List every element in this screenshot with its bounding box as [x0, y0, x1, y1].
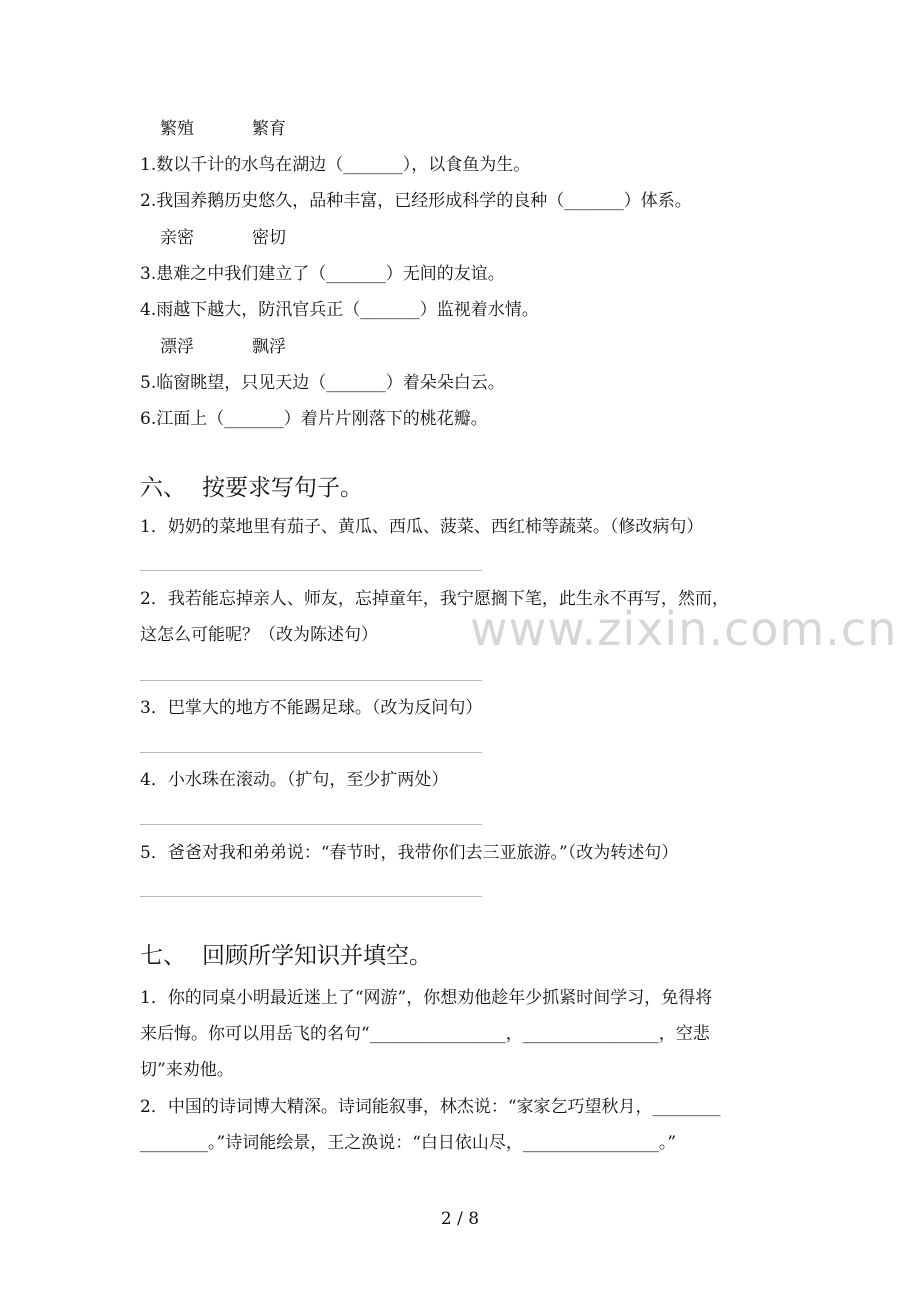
section-6-number: 六、 — [140, 475, 186, 501]
word-choice-fanyu: 繁育 — [252, 119, 286, 139]
word-choice-qinmi: 亲密 — [160, 228, 194, 248]
review-question-2-line1: 2．中国的诗词博大精深。诗词能叙事，林杰说：“家家乞巧望秋月，________ — [140, 1097, 721, 1117]
section-6-heading — [140, 474, 363, 502]
review-question-1-line1: 1．你的同桌小明最近迷上了“网游”，你想劝他趁年少抓紧时间学习，免得将 — [140, 988, 713, 1008]
rewrite-question-5: 5．爸爸对我和弟弟说：“春节时，我带你们去三亚旅游。”（改为转述句） — [140, 843, 679, 863]
word-choice-miqie: 密切 — [252, 228, 286, 248]
fill-question-5: 5.临窗眺望，只见天边（_______）着朵朵白云。 — [140, 373, 505, 393]
fill-question-6: 6.江面上（_______）着片片刚落下的桃花瓣。 — [140, 409, 488, 429]
rewrite-question-3: 3．巴掌大的地方不能踢足球。（改为反问句） — [140, 698, 483, 718]
fill-question-3: 3.患难之中我们建立了（_______）无间的友谊。 — [140, 264, 505, 284]
rewrite-question-1: 1．奶奶的菜地里有茄子、黄瓜、西瓜、菠菜、西红柿等蔬菜。（修改病句） — [140, 517, 704, 537]
answer-line-2[interactable] — [140, 680, 482, 681]
review-question-2-line2: ________。”诗词能绘景，王之涣说：“白日依山尽，________________。” — [140, 1133, 677, 1153]
rewrite-question-2-line2: 这怎么可能呢？（改为陈述句） — [140, 625, 378, 645]
word-choice-fanzhi: 繁殖 — [160, 119, 194, 139]
section-6-title: 按要求写句子。 — [202, 475, 363, 501]
section-7-number: 七、 — [140, 943, 186, 969]
answer-line-4[interactable] — [140, 824, 482, 825]
fill-question-4: 4.雨越下越大，防汛官兵正（_______）监视着水情。 — [140, 300, 539, 320]
rewrite-question-2-line1: 2．我若能忘掉亲人、师友，忘掉童年，我宁愿搁下笔，此生永不再写，然而， — [140, 589, 729, 609]
review-question-1-line2: 来后悔。你可以用岳飞的名句“________________，________________，空悲 — [140, 1024, 710, 1044]
answer-line-1[interactable] — [140, 570, 482, 571]
page-number: 2 / 8 — [440, 1209, 480, 1229]
section-7-title: 回顾所学知识并填空。 — [202, 943, 432, 969]
section-7-heading — [140, 942, 432, 970]
fill-question-1: 1.数以千计的水鸟在湖边（_______），以食鱼为生。 — [140, 155, 531, 175]
rewrite-question-4: 4．小水珠在滚动。（扩句，至少扩两处） — [140, 770, 449, 790]
fill-question-2: 2.我国养鹅历史悠久，品种丰富，已经形成科学的良种（_______）体系。 — [140, 191, 692, 211]
word-choice-piaofu-1: 漂浮 — [160, 337, 194, 357]
answer-line-3[interactable] — [140, 752, 482, 753]
answer-line-5[interactable] — [140, 896, 482, 897]
site-watermark: www.zixin.com.cn — [470, 602, 898, 656]
review-question-1-line3: 切”来劝他。 — [140, 1060, 234, 1080]
word-choice-piaofu-2: 飘浮 — [252, 337, 286, 357]
